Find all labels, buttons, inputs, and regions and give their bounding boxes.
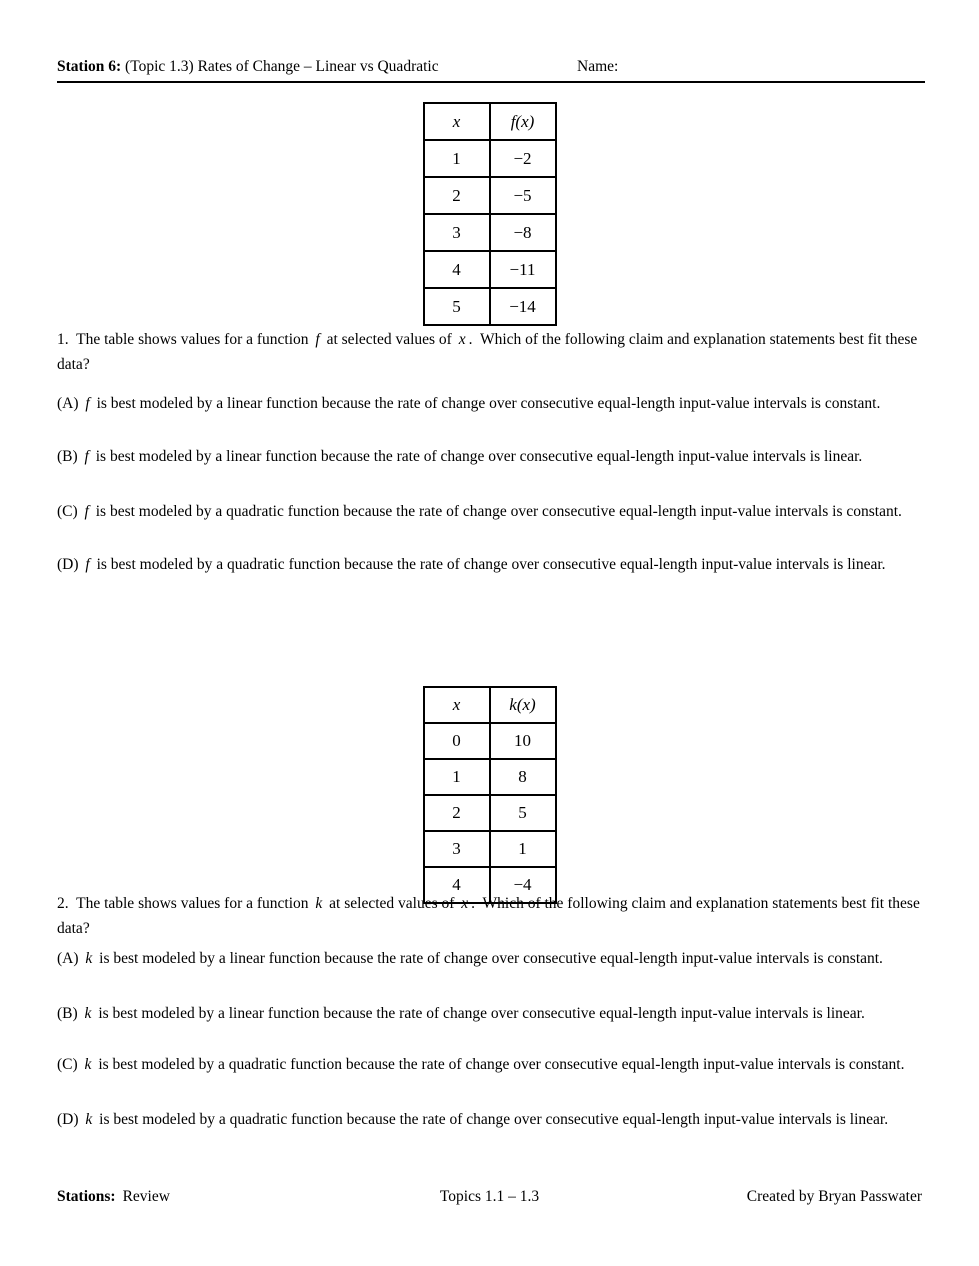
option-label: (C) — [57, 1056, 78, 1073]
option-label: (B) — [57, 1005, 78, 1022]
question-2-var-symbol: x — [461, 895, 469, 912]
footer-left — [57, 1187, 345, 1207]
k-table-row — [424, 795, 556, 831]
option-func-symbol: k — [84, 1056, 92, 1073]
f-table — [423, 102, 557, 326]
k-table-cell: 10 — [490, 723, 556, 759]
f-table-cell: 3 — [424, 214, 490, 251]
header-rule — [57, 81, 925, 83]
question-2-option-d — [57, 1107, 922, 1132]
worksheet-title — [57, 58, 439, 75]
question-1-intro-start: 1. The table shows values for a function — [57, 331, 309, 348]
option-label: (B) — [57, 448, 78, 465]
f-table-cell: 5 — [424, 288, 490, 325]
topic-title: (Topic 1.3) Rates of Change – Linear vs Quadratic — [125, 58, 439, 75]
option-func-symbol: f — [85, 395, 90, 412]
k-table-header-row — [424, 687, 556, 723]
question-1-option-d — [57, 552, 922, 577]
k-table-row — [424, 723, 556, 759]
k-table-row — [424, 831, 556, 867]
f-table-cell: −8 — [490, 214, 556, 251]
f-table-row — [424, 251, 556, 288]
f-table-col-x: x — [424, 103, 490, 140]
question-1-var-symbol: x — [458, 331, 466, 348]
question-2-intro-end: . Which of the following claim and explanation statements best fit these data? — [57, 895, 920, 937]
option-label: (D) — [57, 1111, 79, 1128]
question-1-func-symbol: f — [315, 331, 320, 348]
option-text: is best modeled by a quadratic function because the rate of change over consecutive equal-length input-value intervals is constant. — [98, 1056, 905, 1073]
f-table-row — [424, 140, 556, 177]
footer-center: Topics 1.1 – 1.3 — [439, 1188, 540, 1205]
option-func-symbol: k — [85, 950, 93, 967]
f-table-header-row — [424, 103, 556, 140]
question-1-intro-mid: at selected values of — [326, 331, 452, 348]
option-text: is best modeled by a linear function because the rate of change over consecutive equal-length input-value intervals is constant. — [96, 395, 881, 412]
question-2-intro — [57, 891, 922, 941]
option-label: (D) — [57, 556, 79, 573]
stations-label: Stations: — [57, 1188, 116, 1205]
question-1-option-c — [57, 499, 922, 524]
question-1-option-a — [57, 391, 922, 416]
k-table-cell: 4 — [424, 867, 490, 903]
question-2-option-c — [57, 1052, 922, 1077]
option-label: (A) — [57, 950, 79, 967]
k-table-cell: 1 — [424, 759, 490, 795]
question-2-func-symbol: k — [315, 895, 323, 912]
f-table-cell: 1 — [424, 140, 490, 177]
k-table-cell: 8 — [490, 759, 556, 795]
question-1-intro — [57, 327, 922, 377]
k-table-cell: 2 — [424, 795, 490, 831]
option-text: is best modeled by a linear function because the rate of change over consecutive equal-length input-value intervals is linear. — [95, 448, 863, 465]
f-table-cell: −5 — [490, 177, 556, 214]
option-func-symbol: f — [84, 448, 89, 465]
option-text: is best modeled by a quadratic function because the rate of change over consecutive equal-length input-value intervals is constant. — [95, 503, 902, 520]
k-table-cell: −4 — [490, 867, 556, 903]
station-label: Station 6: — [57, 58, 122, 75]
option-label: (A) — [57, 395, 79, 412]
page-footer — [57, 1187, 922, 1207]
f-table-row — [424, 177, 556, 214]
question-1-intro-end: . Which of the following claim and explanation statements best fit these data? — [57, 331, 918, 373]
option-text: is best modeled by a quadratic function because the rate of change over consecutive equal-length input-value intervals is linear. — [99, 1111, 889, 1128]
page-header — [57, 57, 922, 77]
question-2-intro-start: 2. The table shows values for a function — [57, 895, 309, 912]
question-2-option-a — [57, 946, 922, 971]
option-text: is best modeled by a linear function because the rate of change over consecutive equal-length input-value intervals is constant. — [99, 950, 883, 967]
k-table — [423, 686, 557, 904]
k-table-row — [424, 759, 556, 795]
k-table-col-kx: k(x) — [490, 687, 556, 723]
option-func-symbol: f — [85, 556, 90, 573]
k-table-cell: 1 — [490, 831, 556, 867]
question-2-intro-mid: at selected values of — [329, 895, 455, 912]
f-table-row — [424, 288, 556, 325]
k-table-cell: 0 — [424, 723, 490, 759]
question-1-option-b — [57, 444, 922, 469]
k-table-col-x: x — [424, 687, 490, 723]
k-table-cell: 3 — [424, 831, 490, 867]
option-text: is best modeled by a quadratic function because the rate of change over consecutive equal-length input-value intervals is linear. — [96, 556, 886, 573]
stations-value: Review — [122, 1188, 170, 1205]
option-func-symbol: k — [84, 1005, 92, 1022]
f-table-cell: −14 — [490, 288, 556, 325]
f-table-cell: −11 — [490, 251, 556, 288]
f-table-col-fx: f(x) — [490, 103, 556, 140]
option-func-symbol: k — [85, 1111, 93, 1128]
f-table-cell: 4 — [424, 251, 490, 288]
option-label: (C) — [57, 503, 78, 520]
footer-right: Created by Bryan Passwater — [746, 1188, 922, 1205]
option-func-symbol: f — [84, 503, 89, 520]
name-label: Name: — [577, 58, 619, 75]
question-2-option-b — [57, 1001, 922, 1026]
k-table-cell: 5 — [490, 795, 556, 831]
f-table-cell: 2 — [424, 177, 490, 214]
f-table-row — [424, 214, 556, 251]
option-text: is best modeled by a linear function because the rate of change over consecutive equal-length input-value intervals is linear. — [98, 1005, 865, 1022]
f-table-cell: −2 — [490, 140, 556, 177]
